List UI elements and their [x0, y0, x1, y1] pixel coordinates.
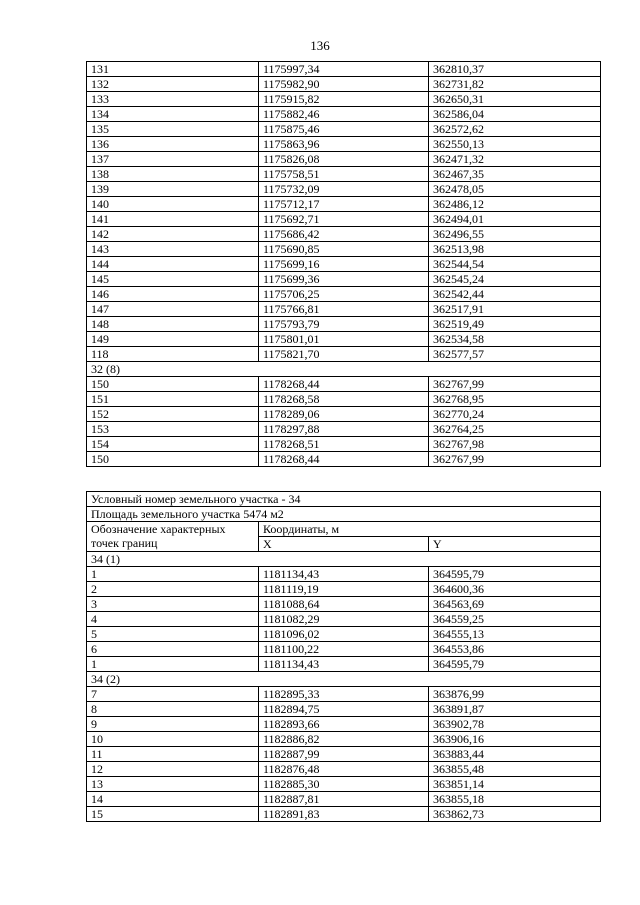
table-row — [87, 732, 601, 747]
point-number: 1 — [87, 657, 259, 672]
coord-x: 1175997,34 — [259, 62, 429, 77]
points-header — [87, 522, 259, 552]
coord-x: 1175875,46 — [259, 122, 429, 137]
coord-y: 362542,44 — [429, 287, 601, 302]
coord-y: 364600,36 — [429, 582, 601, 597]
coord-x: 1175699,36 — [259, 272, 429, 287]
point-number: 2 — [87, 582, 259, 597]
point-number: 145 — [87, 272, 259, 287]
coord-y: 363855,48 — [429, 762, 601, 777]
point-number: 118 — [87, 347, 259, 362]
coord-x: 1175882,46 — [259, 107, 429, 122]
coord-y: 362494,01 — [429, 212, 601, 227]
point-number: 4 — [87, 612, 259, 627]
point-number: 139 — [87, 182, 259, 197]
parcel-area: Площадь земельного участка 5474 м2 — [87, 507, 601, 522]
table-row — [87, 272, 601, 287]
table-row — [87, 792, 601, 807]
table-row — [87, 302, 601, 317]
coordinates-table-top — [86, 61, 601, 467]
coord-x: 1182893,66 — [259, 717, 429, 732]
coord-x: 1182891,83 — [259, 807, 429, 822]
coord-x: 1178297,88 — [259, 422, 429, 437]
coord-y: 364559,25 — [429, 612, 601, 627]
coord-x: 1175826,08 — [259, 152, 429, 167]
table-row — [87, 627, 601, 642]
coord-x: 1175863,96 — [259, 137, 429, 152]
point-number: 140 — [87, 197, 259, 212]
coord-y: 362513,98 — [429, 242, 601, 257]
coord-x: 1175706,25 — [259, 287, 429, 302]
coord-x: 1182894,75 — [259, 702, 429, 717]
point-number: 8 — [87, 702, 259, 717]
point-number: 7 — [87, 687, 259, 702]
table-row — [87, 762, 601, 777]
point-number: 150 — [87, 452, 259, 467]
coordinates-table-parcel-34 — [86, 491, 601, 822]
table-row — [87, 717, 601, 732]
point-number: 154 — [87, 437, 259, 452]
coord-y: 362577,57 — [429, 347, 601, 362]
coord-x: 1178268,51 — [259, 437, 429, 452]
point-number: 11 — [87, 747, 259, 762]
coord-y: 363876,99 — [429, 687, 601, 702]
parcel-area-row — [87, 507, 601, 522]
coord-x: 1175821,70 — [259, 347, 429, 362]
table-row — [87, 377, 601, 392]
coord-y: 362770,24 — [429, 407, 601, 422]
table-row — [87, 777, 601, 792]
table-row — [87, 422, 601, 437]
coordinates-table-parcel-34-body — [87, 492, 601, 822]
coord-y: 362550,13 — [429, 137, 601, 152]
table-row — [87, 597, 601, 612]
table-row — [87, 137, 601, 152]
coord-y: 362545,24 — [429, 272, 601, 287]
coord-y: 362767,99 — [429, 452, 601, 467]
table-row — [87, 642, 601, 657]
coord-y: 363902,78 — [429, 717, 601, 732]
coord-x: 1178268,44 — [259, 377, 429, 392]
point-number: 134 — [87, 107, 259, 122]
coord-x: 1181082,29 — [259, 612, 429, 627]
coord-x: 1181134,43 — [259, 657, 429, 672]
coord-y: 362586,04 — [429, 107, 601, 122]
coord-x: 1175982,90 — [259, 77, 429, 92]
coord-y: 364595,79 — [429, 567, 601, 582]
table-row — [87, 77, 601, 92]
table-row — [87, 807, 601, 822]
table-row — [87, 212, 601, 227]
point-number: 1 — [87, 567, 259, 582]
group-label-row — [87, 362, 601, 377]
coord-y: 364563,69 — [429, 597, 601, 612]
coord-x: 1182886,82 — [259, 732, 429, 747]
group-label: 32 (8) — [87, 362, 601, 377]
coord-x: 1175690,85 — [259, 242, 429, 257]
table-row — [87, 242, 601, 257]
table-row — [87, 227, 601, 242]
coord-x: 1175692,71 — [259, 212, 429, 227]
point-number: 143 — [87, 242, 259, 257]
coord-y: 362519,49 — [429, 317, 601, 332]
coord-y: 362517,91 — [429, 302, 601, 317]
point-number: 146 — [87, 287, 259, 302]
table-row — [87, 332, 601, 347]
table-row — [87, 347, 601, 362]
coord-x: 1175801,01 — [259, 332, 429, 347]
coord-y: 364595,79 — [429, 657, 601, 672]
table-row — [87, 182, 601, 197]
page-number: 136 — [310, 38, 330, 53]
coord-y: 363891,87 — [429, 702, 601, 717]
table-row — [87, 747, 601, 762]
table-row — [87, 197, 601, 212]
coord-y: 362572,62 — [429, 122, 601, 137]
point-number: 148 — [87, 317, 259, 332]
coord-x: 1178268,44 — [259, 452, 429, 467]
point-number: 133 — [87, 92, 259, 107]
coord-x: 1181119,19 — [259, 582, 429, 597]
y-header: Y — [429, 537, 601, 552]
group-label-row — [87, 672, 601, 687]
point-number: 131 — [87, 62, 259, 77]
table-row — [87, 452, 601, 467]
point-number: 150 — [87, 377, 259, 392]
table-row — [87, 702, 601, 717]
coordinates-table-top-body — [87, 62, 601, 467]
table-row — [87, 62, 601, 77]
point-number: 142 — [87, 227, 259, 242]
coord-y: 362731,82 — [429, 77, 601, 92]
coord-x: 1175766,81 — [259, 302, 429, 317]
coord-y: 362764,25 — [429, 422, 601, 437]
coord-x: 1181134,43 — [259, 567, 429, 582]
table-row — [87, 407, 601, 422]
point-number: 14 — [87, 792, 259, 807]
table-row — [87, 437, 601, 452]
coord-x: 1182895,33 — [259, 687, 429, 702]
coord-y: 362467,35 — [429, 167, 601, 182]
table-row — [87, 392, 601, 407]
table-row — [87, 167, 601, 182]
coord-y: 363906,16 — [429, 732, 601, 747]
coord-y: 364555,13 — [429, 627, 601, 642]
table-row — [87, 287, 601, 302]
coord-x: 1175686,42 — [259, 227, 429, 242]
points-header-line1: Обозначение характерных — [91, 522, 226, 536]
table-row — [87, 152, 601, 167]
point-number: 137 — [87, 152, 259, 167]
coord-x: 1181100,22 — [259, 642, 429, 657]
x-header: X — [259, 537, 429, 552]
coord-y: 362810,37 — [429, 62, 601, 77]
table-row — [87, 582, 601, 597]
coord-x: 1175699,16 — [259, 257, 429, 272]
coord-y: 362544,54 — [429, 257, 601, 272]
point-number: 138 — [87, 167, 259, 182]
coord-x: 1175793,79 — [259, 317, 429, 332]
point-number: 152 — [87, 407, 259, 422]
coord-x: 1178289,06 — [259, 407, 429, 422]
point-number: 3 — [87, 597, 259, 612]
table-row — [87, 567, 601, 582]
coord-x: 1175732,09 — [259, 182, 429, 197]
point-number: 136 — [87, 137, 259, 152]
coord-x: 1182887,99 — [259, 747, 429, 762]
point-number: 6 — [87, 642, 259, 657]
group-label: 34 (1) — [87, 552, 601, 567]
point-number: 141 — [87, 212, 259, 227]
coord-x: 1182887,81 — [259, 792, 429, 807]
coord-y: 362650,31 — [429, 92, 601, 107]
table-row — [87, 122, 601, 137]
parcel-number: Условный номер земельного участка - 34 — [87, 492, 601, 507]
table-row — [87, 107, 601, 122]
coord-y: 364553,86 — [429, 642, 601, 657]
point-number: 10 — [87, 732, 259, 747]
parcel-number-row — [87, 492, 601, 507]
point-number: 12 — [87, 762, 259, 777]
coord-y: 362496,55 — [429, 227, 601, 242]
table-row — [87, 657, 601, 672]
coords-header: Координаты, м — [259, 522, 601, 537]
coord-y: 362768,95 — [429, 392, 601, 407]
point-number: 151 — [87, 392, 259, 407]
point-number: 149 — [87, 332, 259, 347]
coord-x: 1175915,82 — [259, 92, 429, 107]
coord-x: 1175758,51 — [259, 167, 429, 182]
header-row-1 — [87, 522, 601, 537]
table-row — [87, 257, 601, 272]
table-row — [87, 92, 601, 107]
coord-x: 1175712,17 — [259, 197, 429, 212]
points-header-line2: точек границ — [91, 536, 158, 550]
coord-y: 362478,05 — [429, 182, 601, 197]
coord-y: 363862,73 — [429, 807, 601, 822]
coord-y: 362471,32 — [429, 152, 601, 167]
point-number: 5 — [87, 627, 259, 642]
coord-x: 1182876,48 — [259, 762, 429, 777]
coord-y: 362767,98 — [429, 437, 601, 452]
coord-y: 362486,12 — [429, 197, 601, 212]
point-number: 132 — [87, 77, 259, 92]
point-number: 135 — [87, 122, 259, 137]
coord-y: 362767,99 — [429, 377, 601, 392]
coord-x: 1178268,58 — [259, 392, 429, 407]
coord-x: 1181088,64 — [259, 597, 429, 612]
table-row — [87, 687, 601, 702]
coord-y: 363855,18 — [429, 792, 601, 807]
table-row — [87, 612, 601, 627]
coord-x: 1181096,02 — [259, 627, 429, 642]
coord-y: 363851,14 — [429, 777, 601, 792]
point-number: 13 — [87, 777, 259, 792]
point-number: 147 — [87, 302, 259, 317]
coord-y: 362534,58 — [429, 332, 601, 347]
coord-x: 1182885,30 — [259, 777, 429, 792]
point-number: 153 — [87, 422, 259, 437]
group-label-row — [87, 552, 601, 567]
group-label: 34 (2) — [87, 672, 601, 687]
point-number: 144 — [87, 257, 259, 272]
point-number: 15 — [87, 807, 259, 822]
point-number: 9 — [87, 717, 259, 732]
coord-y: 363883,44 — [429, 747, 601, 762]
table-row — [87, 317, 601, 332]
